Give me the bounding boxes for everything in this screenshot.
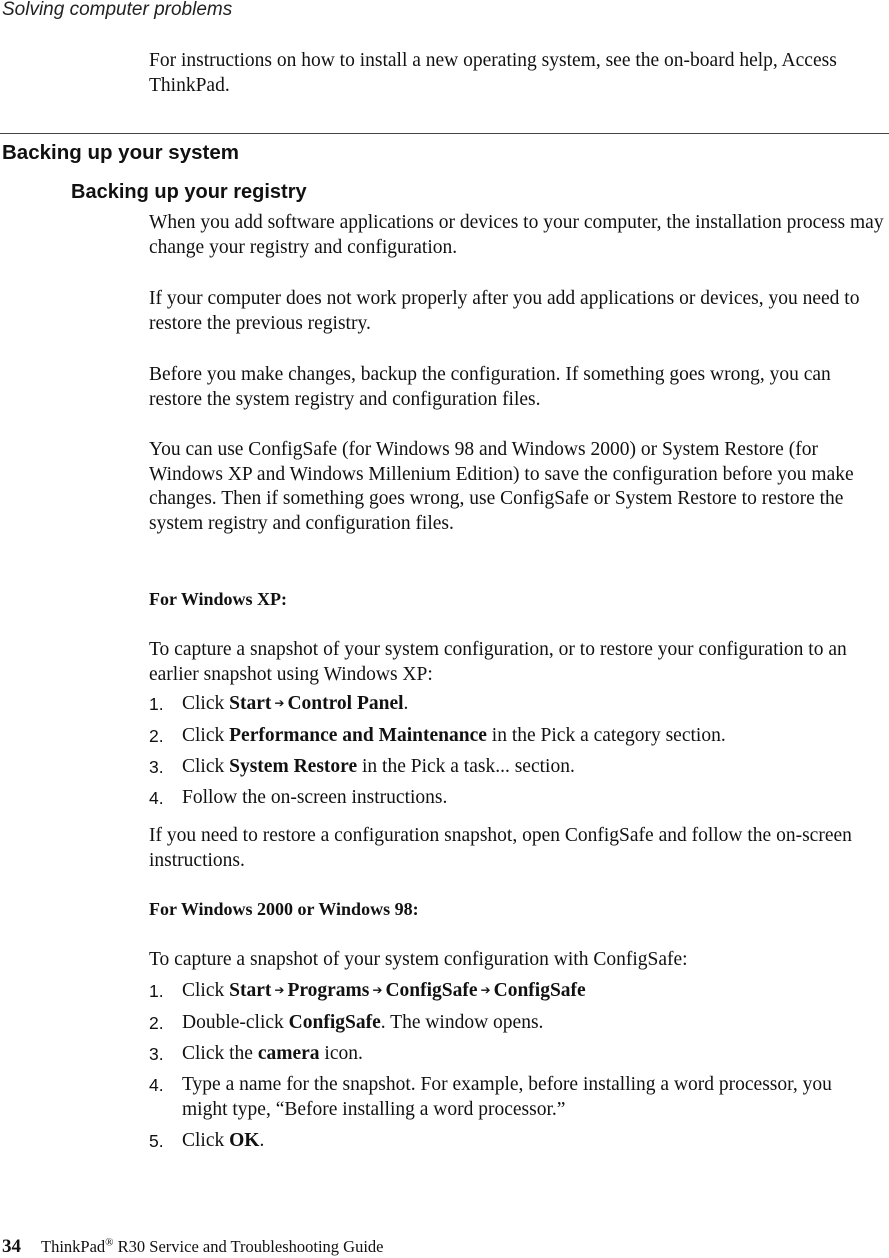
- section-title: Backing up your system: [2, 141, 239, 164]
- list-item: 5. Click OK.: [149, 1129, 265, 1151]
- list-item: 2. Click Performance and Maintenance in the Pick a category section.: [149, 725, 726, 746]
- w2k-steps: [149, 979, 885, 1153]
- w2k-heading: For Windows 2000 or Windows 98:: [149, 899, 419, 919]
- list-item: 4. Type a name for the snapshot. For example, before installing a word processor, you might type, “Before installing a word processor.”: [149, 1074, 832, 1120]
- paragraph-3: Before you make changes, backup the configuration. If something goes wrong, you can restore the system registry and configuration files.: [149, 364, 831, 410]
- paragraph-4: You can use ConfigSafe (for Windows 98 and Windows 2000) or System Restore (for Windows XP and Windows Millenium Edition) to save the configuration before you make changes. Then if something goes wrong, use ConfigSafe or System Restore to restore the system registry and configuration files.: [149, 439, 854, 534]
- paragraph-2: If your computer does not work properly after you add applications or devices, you need to restore the previous registry.: [149, 288, 860, 334]
- page-footer: [2, 1236, 383, 1258]
- list-item: 2. Double-click ConfigSafe. The window opens.: [149, 1012, 544, 1033]
- list-item: 1. Click Start ➔ Control Panel.: [149, 693, 409, 714]
- footer-brand: ThinkPad: [41, 1237, 106, 1256]
- xp-after-paragraph: If you need to restore a configuration snapshot, open ConfigSafe and follow the on-screen instructions.: [149, 825, 852, 871]
- xp-heading: For Windows XP:: [149, 589, 288, 609]
- running-header: Solving computer problems: [2, 0, 233, 20]
- xp-intro: To capture a snapshot of your system configuration, or to restore your configuration to an earlier snapshot using Windows XP:: [149, 639, 847, 685]
- footer-guide-title: R30 Service and Troubleshooting Guide: [113, 1237, 384, 1256]
- w2k-intro: To capture a snapshot of your system configuration with ConfigSafe:: [149, 949, 688, 970]
- arrow-right-icon: ➔: [480, 983, 491, 997]
- page-number: 34: [2, 1236, 21, 1257]
- arrow-right-icon: ➔: [372, 983, 383, 997]
- list-item: 3. Click the camera icon.: [149, 1043, 363, 1064]
- arrow-right-icon: ➔: [274, 983, 285, 997]
- paragraph-1: When you add software applications or devices to your computer, the installation process may change your registry and configuration.: [149, 212, 884, 258]
- list-item: 4. Follow the on-screen instructions.: [149, 787, 448, 808]
- intro-paragraph: For instructions on how to install a new operating system, see the on-board help, Access ThinkPad.: [149, 50, 837, 96]
- trademark-symbol: ®: [105, 1236, 114, 1249]
- list-item: 3. Click System Restore in the Pick a task... section.: [149, 756, 575, 777]
- list-item: 1. Click Start ➔ Programs ➔ ConfigSafe ➔ ConfigSafe: [149, 980, 586, 1001]
- section-divider: [0, 133, 889, 134]
- arrow-right-icon: ➔: [274, 696, 285, 710]
- xp-steps: [149, 692, 885, 811]
- subsection-title: Backing up your registry: [71, 181, 307, 203]
